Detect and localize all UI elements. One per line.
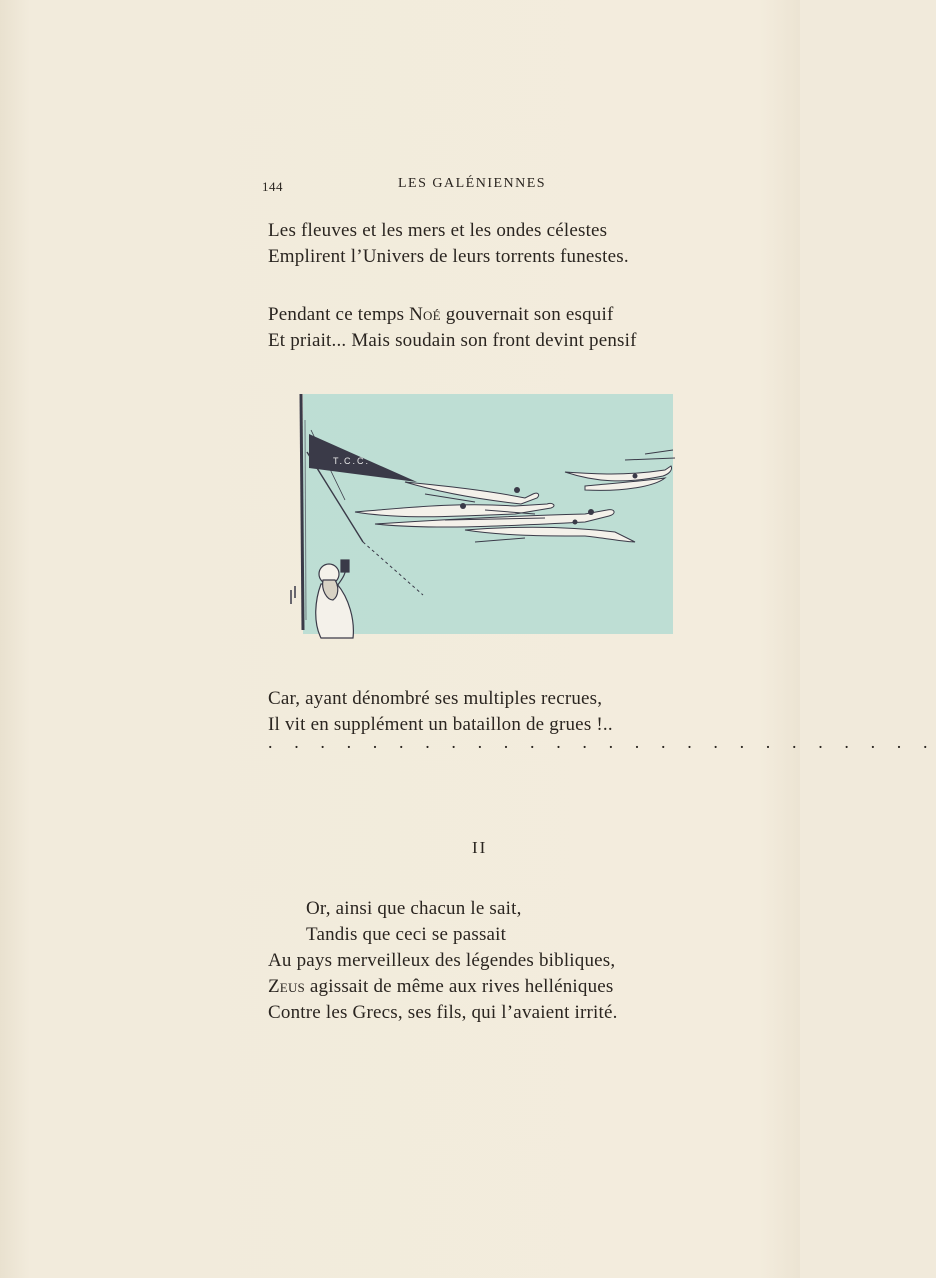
- verse-fragment: gouvernait son esquif: [440, 304, 614, 325]
- name-noe: Noé: [409, 304, 441, 325]
- stanza-3: [268, 686, 613, 738]
- crane-head: [588, 509, 594, 515]
- crane-head: [460, 503, 466, 509]
- crane-head: [573, 520, 578, 525]
- verse-line: Les fleuves et les mers et les ondes célestes: [268, 220, 608, 241]
- verse-fragment: agissait de même aux rives helléniques: [304, 976, 614, 997]
- hull-line: [291, 586, 295, 604]
- verse-line: Et priait... Mais soudain son front devint pensif: [268, 330, 637, 351]
- illustration-drawing: [285, 390, 680, 645]
- verse-line: Tandis que ceci se passait: [306, 924, 507, 945]
- verse-line: [268, 974, 618, 1000]
- noah-spyglass: [341, 560, 349, 572]
- mast: [301, 394, 303, 630]
- stanza-1: [268, 218, 629, 270]
- name-zeus: Zeus: [268, 976, 305, 997]
- verse-line: [268, 302, 637, 328]
- section-number: II: [472, 838, 488, 857]
- page-number: 144: [262, 179, 283, 194]
- page-header: [262, 176, 682, 198]
- crane-head: [633, 474, 638, 479]
- stanza-4: [268, 896, 618, 1026]
- crane-head: [514, 487, 520, 493]
- stanza-2: [268, 302, 637, 354]
- verse-line: Or, ainsi que chacun le sait,: [306, 898, 522, 919]
- running-title: LES GALÉNIENNES: [398, 176, 547, 191]
- verse-fragment: Pendant ce temps: [268, 304, 410, 325]
- flood-illustration: [285, 390, 680, 645]
- pennant-text: T.C.C.: [333, 456, 371, 466]
- verse-line: Car, ayant dénombré ses multiples recrues,: [268, 688, 603, 709]
- verse-line: Il vit en supplément un bataillon de grues !..: [268, 714, 613, 735]
- verse-line: Contre les Grecs, ses fils, qui l’avaient irrité.: [268, 1002, 618, 1023]
- verse-line: Emplirent l’Univers de leurs torrents funestes.: [268, 246, 629, 267]
- verse-line: Au pays merveilleux des légendes bibliques,: [268, 950, 616, 971]
- ellipsis-separator: . . . . . . . . . . . . . . . . . . . . . . . . . .: [268, 732, 936, 752]
